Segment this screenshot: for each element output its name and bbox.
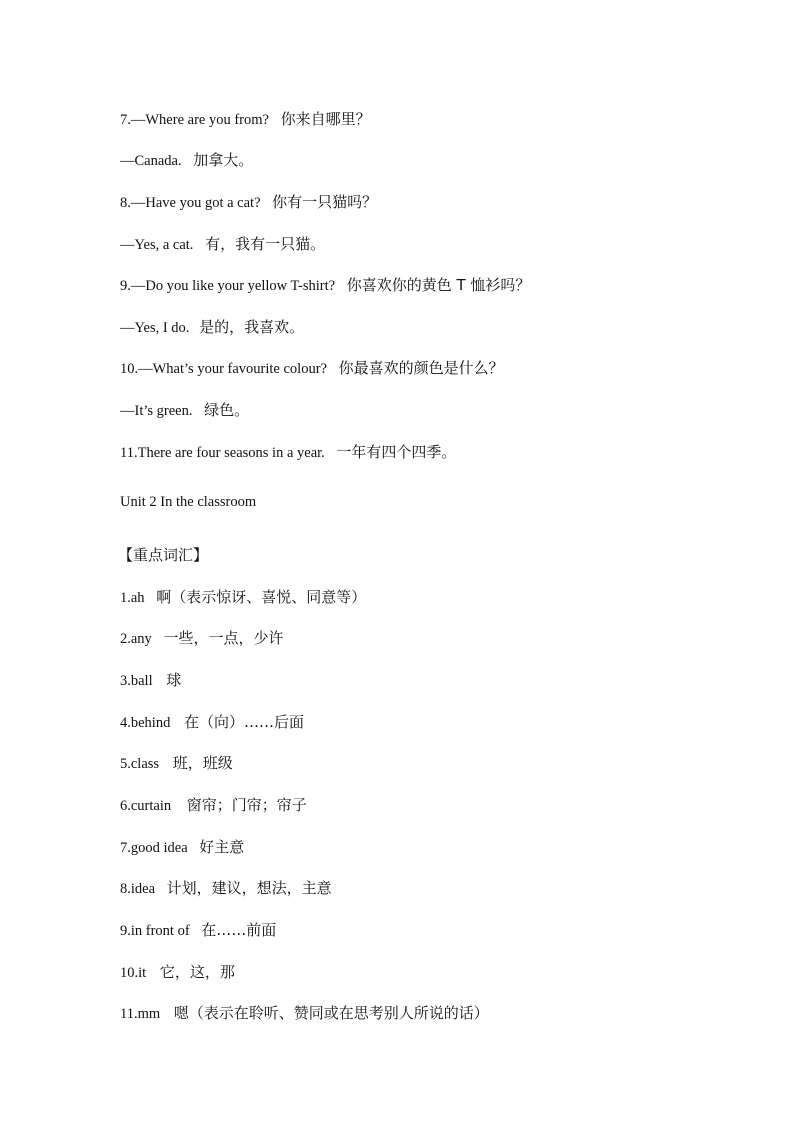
vocab-word: 2.any bbox=[120, 631, 152, 647]
vocab-item bbox=[120, 1003, 489, 1024]
vocab-word: 5.class bbox=[120, 756, 160, 772]
dialogue-line-7-question bbox=[120, 109, 371, 130]
vocab-word: 7.good idea bbox=[120, 840, 188, 856]
english-text: —It’s green. bbox=[120, 403, 193, 419]
chinese-text: 是的，我喜欢。 bbox=[199, 318, 305, 336]
english-text: 11.There are four seasons in a year. bbox=[120, 445, 325, 461]
vocab-meaning: 啊（表示惊讶、喜悦、同意等） bbox=[156, 588, 367, 606]
chinese-text: 有，我有一只猫。 bbox=[205, 235, 326, 253]
vocab-meaning: 计划，建议，想法，主意 bbox=[166, 879, 332, 897]
english-text: 9.—Do you like your yellow T-shirt? bbox=[120, 278, 336, 294]
vocab-word: 11.mm bbox=[120, 1006, 161, 1022]
chinese-text: 一年有四个四季。 bbox=[336, 443, 457, 461]
vocab-item bbox=[120, 587, 366, 608]
vocab-word: 1.ah bbox=[120, 590, 145, 606]
dialogue-line-9-question bbox=[120, 275, 530, 296]
vocab-item bbox=[120, 753, 233, 774]
vocab-word: 3.ball bbox=[120, 673, 153, 689]
chinese-text: 你喜欢你的黄色 T 恤衫吗？ bbox=[346, 276, 531, 294]
vocab-meaning: 在……前面 bbox=[201, 921, 277, 939]
vocab-item bbox=[120, 628, 283, 649]
vocab-item bbox=[120, 712, 304, 733]
vocab-item bbox=[120, 962, 235, 983]
vocab-word: 4.behind bbox=[120, 715, 171, 731]
chinese-text: 绿色。 bbox=[204, 401, 250, 419]
english-text: 8.—Have you got a cat? bbox=[120, 195, 261, 211]
vocab-meaning: 球 bbox=[166, 671, 182, 689]
chinese-text: 你来自哪里？ bbox=[280, 110, 371, 128]
dialogue-line-8-answer bbox=[120, 234, 325, 255]
vocab-word: 6.curtain bbox=[120, 798, 172, 814]
section-heading bbox=[118, 545, 208, 566]
vocab-meaning: 好主意 bbox=[199, 838, 245, 856]
vocab-word: 10.it bbox=[120, 965, 147, 981]
section-heading-text: 【重点词汇】 bbox=[118, 546, 209, 564]
english-text: 10.—What’s your favourite colour? bbox=[120, 361, 327, 377]
vocab-meaning: 它，这，那 bbox=[159, 963, 235, 981]
vocab-meaning: 在（向）……后面 bbox=[183, 713, 304, 731]
chinese-text: 你最喜欢的颜色是什么？ bbox=[338, 359, 504, 377]
vocab-item bbox=[120, 795, 307, 816]
dialogue-line-11 bbox=[120, 442, 456, 463]
english-text: —Canada. bbox=[120, 153, 182, 169]
vocab-meaning: 嗯（表示在聆听、赞同或在思考别人所说的话） bbox=[173, 1004, 489, 1022]
dialogue-line-7-answer bbox=[120, 150, 253, 171]
dialogue-line-10-question bbox=[120, 358, 504, 379]
unit-title-text: Unit 2 In the classroom bbox=[120, 494, 257, 510]
chinese-text: 你有一只猫吗？ bbox=[272, 193, 378, 211]
dialogue-line-10-answer bbox=[120, 400, 249, 421]
vocab-item bbox=[120, 837, 244, 858]
vocab-item bbox=[120, 878, 332, 899]
english-text: 7.—Where are you from? bbox=[120, 112, 269, 128]
vocab-meaning: 窗帘；门帘；帘子 bbox=[186, 796, 307, 814]
english-text: —Yes, a cat. bbox=[120, 237, 194, 253]
dialogue-line-9-answer bbox=[120, 317, 304, 338]
vocab-item bbox=[120, 670, 181, 691]
english-text: —Yes, I do. bbox=[120, 320, 190, 336]
dialogue-line-8-question bbox=[120, 192, 377, 213]
chinese-text: 加拿大。 bbox=[193, 151, 254, 169]
vocab-item bbox=[120, 920, 276, 941]
vocab-meaning: 班，班级 bbox=[172, 754, 233, 772]
vocab-meaning: 一些，一点，少许 bbox=[163, 629, 284, 647]
vocab-word: 9.in front of bbox=[120, 923, 190, 939]
unit-title bbox=[120, 492, 256, 512]
vocab-word: 8.idea bbox=[120, 881, 156, 897]
